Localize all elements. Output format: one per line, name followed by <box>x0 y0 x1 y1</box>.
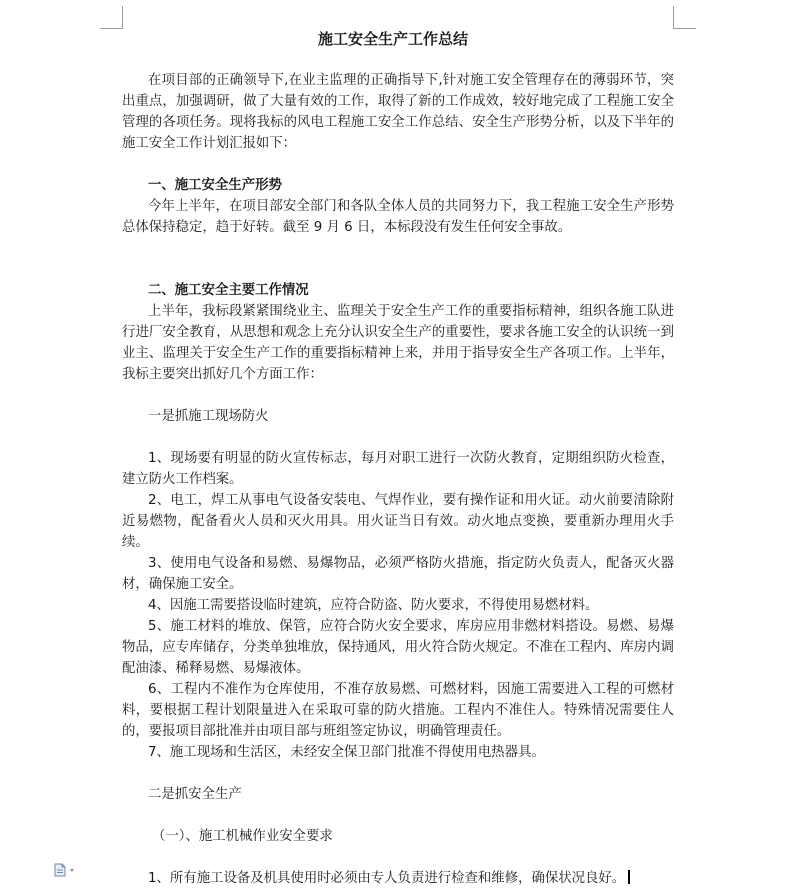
subheading-fire-prevention: 一是抓施工现场防火 <box>148 409 269 424</box>
list-item: 6、工程内不准作为仓库使用，不准存放易燃、可燃材料，因施工需要进入工程的可燃材料，要根据工程计划限量进入在采取可靠的防火措施。工程内不准住人。特殊情况需要住人的，要报项目部批准并由项目部与班组签定协议，明确管理责任。 <box>122 682 674 739</box>
subheading-machinery: （一）、施工机械作业安全要求 <box>152 829 333 844</box>
section2-paragraph: 上半年，我标段紧紧围绕业主、监理关于安全生产工作的重要指标精神，组织各施工队进行进厂安全教育，从思想和观念上充分认识安全生产的重要性，要求各施工安全的认识统一到业主、监理关于安全生产工作的重要指标精神上来，并用于指导安全生产各项工作。上半年，我标主要突出抓好几个方面工作： <box>122 304 674 382</box>
list-item: 1、现场要有明显的防火宣传标志，每月对职工进行一次防火教育，定期组织防火检查，建立防火工作档案。 <box>122 451 674 487</box>
document-icon[interactable] <box>53 862 79 876</box>
section1-heading: 一、施工安全生产形势 <box>148 178 282 193</box>
list-item: 4、因施工需要搭设临时建筑，应符合防盗、防火要求，不得使用易燃材料。 <box>148 598 599 613</box>
text-cursor <box>628 870 630 884</box>
list-item: 7、施工现场和生活区，未经安全保卫部门批准不得使用电热器具。 <box>148 745 545 760</box>
section2-heading: 二、施工安全主要工作情况 <box>148 283 309 298</box>
page-corner-mark-right <box>673 6 696 29</box>
list-item: 5、施工材料的堆放、保管，应符合防火安全要求，库房应用非燃材料搭设。易燃、易爆物品，应专库储存，分类单独堆放，保持通风，用火符合防火规定。不准在工程内、库房内调配油漆、稀释易燃、易爆液体。 <box>122 619 674 676</box>
document-body[interactable] <box>122 26 674 889</box>
list-item: 2、电工，焊工从事电气设备安装电、气焊作业，要有操作证和用火证。动火前要清除附近易燃物，配备看火人员和灭火用具。用火证当日有效。动火地点变换，要重新办理用火手续。 <box>122 493 674 550</box>
document-title: 施工安全生产工作总结 <box>317 30 468 48</box>
section1-paragraph: 今年上半年，在项目部安全部门和各队全体人员的共同努力下，我工程施工安全生产形势总体保持稳定，趋于好转。截至 9 月 6 日，本标段没有发生任何安全事故。 <box>122 199 674 235</box>
last-list-item-text: 1、所有施工设备及机具使用时必须由专人负责进行检查和维修，确保状况良好。 <box>148 871 626 886</box>
subheading-safety-production: 二是抓安全生产 <box>148 787 242 802</box>
list-item: 3、使用电气设备和易燃、易爆物品，必须严格防火措施，指定防火负责人，配备灭火器材，确保施工安全。 <box>122 556 674 592</box>
intro-paragraph: 在项目部的正确领导下,在业主监理的正确指导下,针对施工安全管理存在的薄弱环节，突出重点，加强调研，做了大量有效的工作，取得了新的工作成效，较好地完成了工程施工安全管理的各项任务。现将我标的风电工程施工安全工作总结、安全生产形势分析，以及下半年的施工安全工作计划汇报如下： <box>122 73 674 151</box>
last-list-item <box>122 868 674 889</box>
